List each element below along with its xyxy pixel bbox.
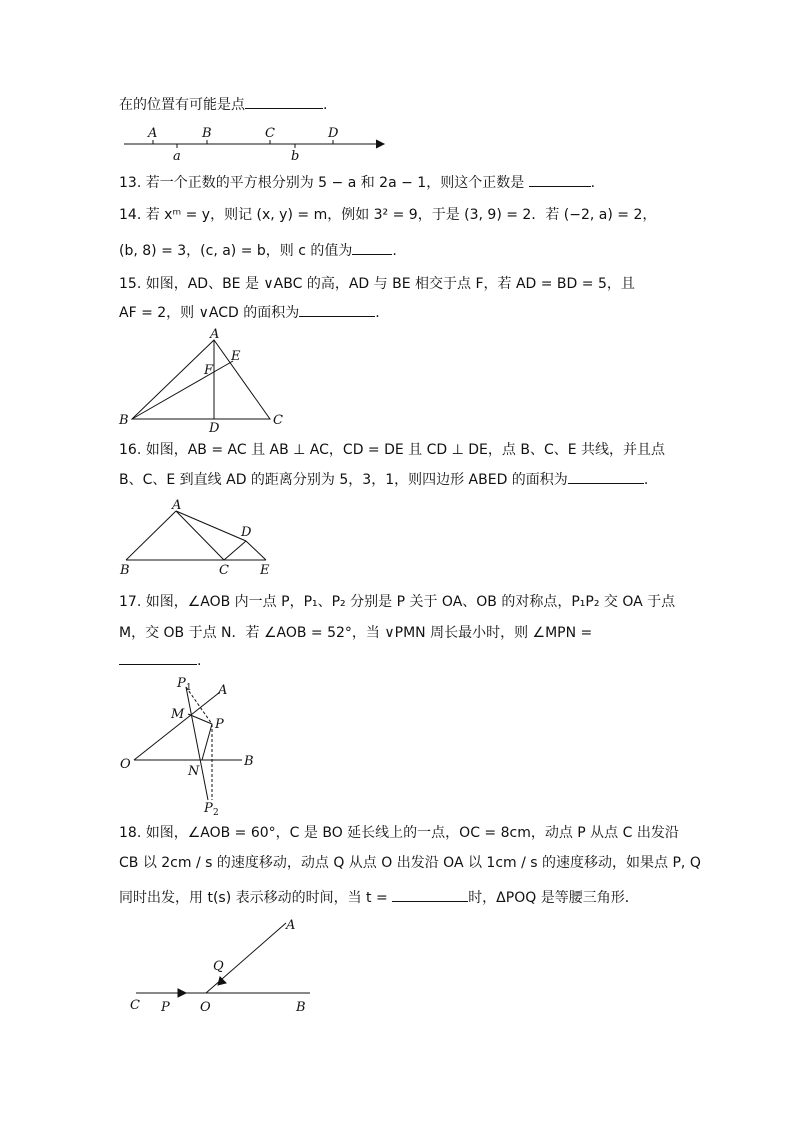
q12-end: . [323, 97, 328, 113]
q18-line1: 18. 如图，∠AOB = 60°，C 是 BO 延长线上的一点，OC = 8cm，动点 P 从点 C 出发沿 [119, 825, 679, 841]
q14-line1: 14. 若 xᵐ = y，则记 (x, y) = m，例如 3² = 9，于是 (3, 9) = 2．若 (−2, a) = 2， [119, 207, 657, 223]
arrow-q [218, 977, 226, 985]
label-b: B [296, 1000, 306, 1015]
label-e: E [231, 349, 241, 364]
label-c: C [273, 413, 283, 428]
label-m: M [171, 707, 185, 722]
q16-text: B、C、E 到直线 AD 的距离分别为 5，3，1，则四边形 ABED 的面积为 [119, 472, 568, 488]
q13-line [119, 172, 595, 193]
axis-var-label: a [173, 149, 181, 164]
label-a: A [210, 327, 220, 342]
q13-answer-blank [529, 172, 591, 187]
q17-line1: 17. 如图，∠AOB 内一点 P，P₁、P₂ 分别是 P 关于 OA、OB 的对称点，P₁P₂ 交 OA 于点 [119, 594, 676, 610]
arrow-p [178, 989, 186, 997]
axis-point-label: A [148, 126, 158, 141]
q15-line1: 15. 如图，AD、BE 是 ∨ABC 的高，AD 与 BE 相交于点 F，若 AD = BD = 5，且 [119, 276, 635, 292]
q15-line2 [119, 302, 380, 323]
axis-point-label: D [328, 126, 339, 141]
ray-oa [206, 923, 286, 993]
q16-quadrilateral-figure [118, 498, 288, 580]
label-n: N [188, 764, 200, 779]
q12-line [119, 94, 327, 115]
label-p2-subscript: 2 [213, 808, 219, 818]
q18-moving-points-figure [126, 915, 326, 1015]
q12-answer-blank [245, 94, 323, 109]
ray-oa [134, 692, 220, 760]
label-p1-subscript: 1 [186, 683, 192, 693]
axis-var-label: b [291, 149, 300, 164]
q17-line2: M，交 OB 于点 N．若 ∠AOB = 52°，当 ∨PMN 周长最小时，则 ∠MPN = [119, 625, 593, 641]
q16-end: . [643, 472, 649, 488]
label-p1: P [177, 676, 186, 691]
q16-line1: 16. 如图，AB = AC 且 AB ⊥ AC，CD = DE 且 CD ⊥ DE，点 B、C、E 共线，并且点 [119, 442, 666, 458]
label-p: P [215, 717, 224, 732]
label-q: Q [213, 959, 224, 974]
label-b: B [244, 754, 254, 769]
q13-text: 13. 若一个正数的平方根分别为 5 − a 和 2a − 1，则这个正数是 [119, 175, 525, 191]
q16-line2 [119, 469, 648, 490]
q12-number-line-figure [120, 120, 400, 165]
label-c: C [130, 998, 140, 1013]
segment-de [246, 541, 266, 560]
label-o: O [120, 757, 131, 772]
number-line-arrow [376, 140, 384, 148]
label-a: A [172, 498, 182, 513]
q18-line3 [119, 887, 639, 908]
q13-end: . [590, 175, 596, 191]
q17-line3 [119, 650, 201, 671]
q16-answer-blank [568, 469, 644, 484]
q17-answer-blank [119, 650, 197, 665]
q18-line2: CB 以 2cm / s 的速度移动，动点 Q 从点 O 出发沿 OA 以 1cm / s 的速度移动，如果点 P, Q [119, 855, 701, 871]
q18-text-b: 时，ΔPOQ 是等腰三角形． [468, 890, 639, 906]
segment-ad [176, 511, 246, 541]
q15-answer-blank [299, 302, 375, 317]
segment-cd [224, 541, 246, 560]
label-d: D [241, 525, 252, 540]
q12-text: 在的位置有可能是点 [119, 97, 245, 113]
label-e: E [260, 563, 270, 578]
q18-answer-blank [392, 887, 468, 902]
q14-line2 [119, 240, 397, 261]
q14-end: . [392, 243, 397, 259]
label-d: D [209, 421, 220, 436]
label-f: F [204, 363, 214, 378]
q15-text: AF = 2，则 ∨ACD 的面积为 [119, 305, 300, 321]
q15-triangle-figure [118, 328, 298, 438]
label-o: O [200, 1000, 211, 1015]
label-a: A [286, 918, 296, 933]
label-a: A [218, 683, 228, 698]
segment-ab [126, 511, 176, 560]
q14-text: (b, 8) = 3，(c, a) = b，则 c 的值为 [119, 243, 353, 259]
label-p: P [161, 1000, 170, 1015]
q17-reflection-figure [118, 672, 268, 822]
label-b: B [120, 563, 130, 578]
q17-end: . [197, 653, 202, 669]
q15-end: . [375, 305, 380, 321]
q18-text-a: 同时出发，用 t(s) 表示移动的时间，当 t = [119, 890, 388, 906]
axis-point-label: B [202, 126, 212, 141]
label-c: C [219, 563, 229, 578]
segment-mp [188, 714, 212, 724]
label-b: B [119, 413, 129, 428]
segment-ac [176, 511, 224, 560]
axis-point-label: C [265, 126, 275, 141]
segment-pn [202, 724, 212, 760]
q14-answer-blank [352, 240, 392, 255]
label-p2: P [204, 801, 213, 816]
